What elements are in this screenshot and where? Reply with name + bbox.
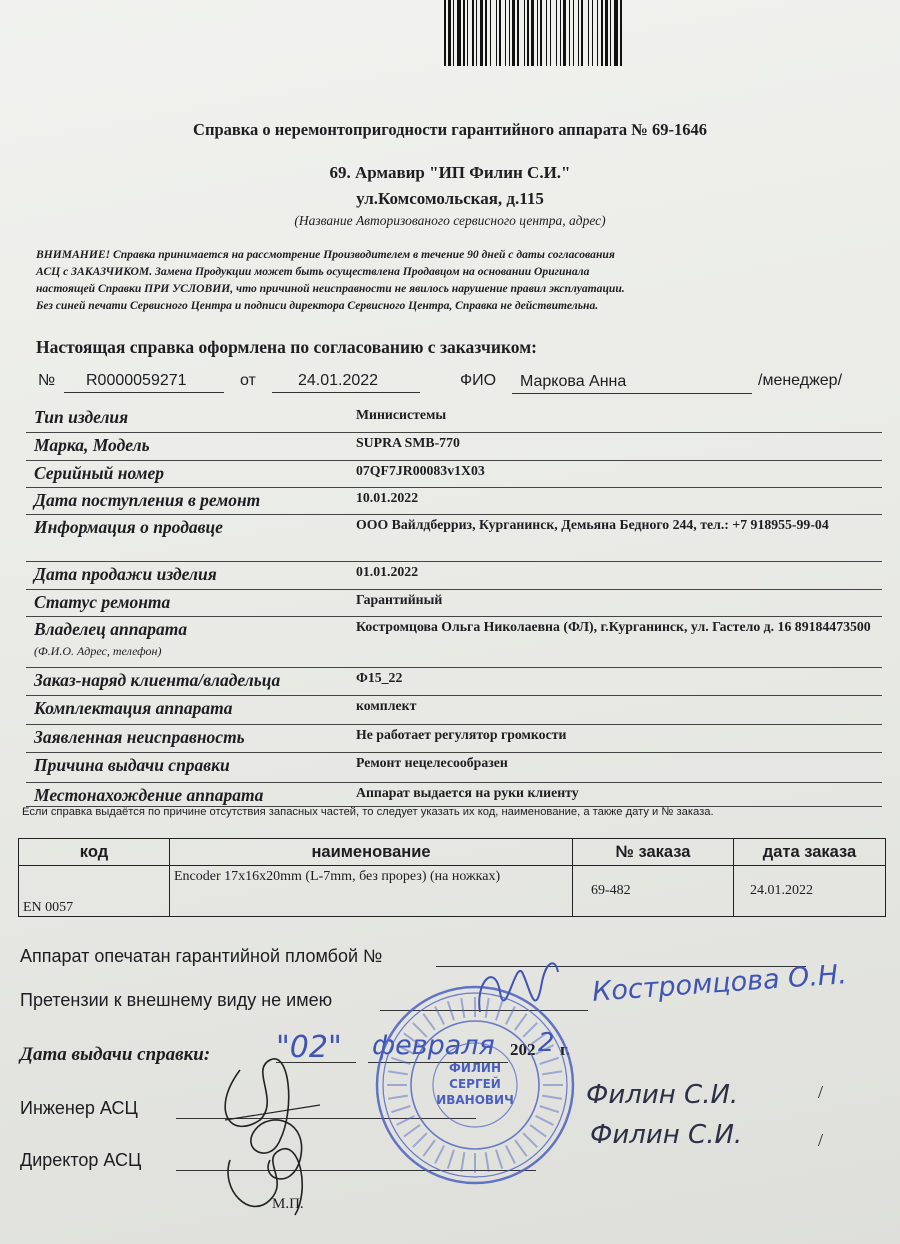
issue-date-year-hand: 2 — [538, 1028, 555, 1058]
parts-header-name: наименование — [170, 839, 573, 866]
barcode-bar — [550, 0, 551, 66]
field-row — [26, 561, 882, 590]
issue-date-suffix: г. — [560, 1040, 571, 1059]
agreement-fio: Маркова Анна — [520, 373, 627, 390]
stamp-ring-mark — [448, 1001, 454, 1020]
barcode-bar — [517, 0, 519, 66]
field-label: Статус ремонта — [34, 592, 171, 612]
field-label: Серийный номер — [34, 463, 165, 483]
field-label: Причина выдачи справки — [34, 755, 230, 775]
stamp-ring-mark — [435, 1146, 444, 1164]
field-value: 10.01.2022 — [356, 490, 419, 505]
parts-order-no: 69-482 — [573, 866, 734, 917]
barcode-bar — [527, 0, 529, 66]
barcode — [440, 0, 780, 66]
field-row — [26, 460, 882, 488]
field-row — [26, 782, 882, 807]
agreement-date: 24.01.2022 — [298, 372, 379, 389]
agreement-date-label: от — [240, 372, 256, 389]
field-label: Владелец аппарата — [34, 619, 188, 639]
field-row — [26, 432, 882, 461]
barcode-bar — [537, 0, 538, 66]
issue-date-month: февраля — [372, 1030, 495, 1061]
field-row — [26, 724, 882, 753]
stamp-ring-mark — [536, 1116, 554, 1125]
barcode-bar — [569, 0, 570, 66]
stamp-ring-mark — [397, 1045, 415, 1054]
parts-table — [18, 838, 886, 917]
field-label: Дата поступления в ремонт — [34, 490, 261, 510]
agreement-fio-label: ФИО — [460, 372, 497, 389]
barcode-bar — [610, 0, 611, 66]
warning-line-2: АСЦ с ЗАКАЗЧИКОМ. Замена Продукции может быть осуществлена Продавцом на основании Оригинала — [36, 265, 590, 278]
field-label: Тип изделия — [34, 407, 129, 427]
parts-header-order-date: дата заказа — [734, 839, 886, 866]
field-value: Гарантийный — [356, 592, 443, 607]
director-slash: / — [818, 1130, 824, 1150]
barcode-bar — [524, 0, 525, 66]
barcode-bar — [597, 0, 598, 66]
stamp-ring-mark — [506, 1146, 515, 1164]
stamp-ring-mark — [540, 1058, 559, 1064]
barcode-bar — [563, 0, 566, 66]
warning-line-3: настоящей Справки ПРИ УСЛОВИИ, что причиной неисправности не явилось нарушение правил эксплуатации. — [36, 282, 625, 295]
field-value: Ф15_22 — [356, 670, 403, 685]
service-center-name: 69. Армавир "ИП Филин С.И." — [329, 163, 571, 182]
service-center-address: ул.Комсомольская, д.115 — [356, 189, 544, 208]
agreement-number-label: № — [38, 372, 56, 389]
engineer-signature-scribble — [200, 1050, 340, 1230]
stamp-ring-mark — [413, 1023, 427, 1037]
parts-note: Если справка выдаётся по причине отсутствия запасных частей, то следует указать их код, наименование, а также дату и № заказа. — [22, 806, 714, 818]
barcode-bar — [531, 0, 534, 66]
barcode-bar — [573, 0, 574, 66]
field-row — [26, 616, 882, 668]
stamp-ring-mark — [523, 1133, 537, 1147]
barcode-bar — [476, 0, 477, 66]
field-row — [26, 667, 882, 696]
barcode-bar — [581, 0, 583, 66]
stamp-ring-mark — [540, 1106, 559, 1112]
barcode-bar — [448, 0, 451, 66]
barcode-bar — [592, 0, 593, 66]
field-value: Костромцова Ольга Николаевна (ФЛ), г.Курганинск, ул. Гастело д. 16 89184473500 — [356, 619, 871, 634]
stamp-ring-mark — [515, 1140, 527, 1156]
no-claims-label: Претензии к внешнему виду не имею — [20, 990, 333, 1010]
stamp-ring-mark — [404, 1125, 420, 1137]
barcode-bar — [556, 0, 557, 66]
stamp-ring-mark — [423, 1014, 435, 1030]
field-row — [26, 514, 882, 562]
field-label: Заказ-наряд клиента/владельца — [34, 670, 281, 690]
field-value: 01.01.2022 — [356, 564, 419, 579]
barcode-bar — [620, 0, 622, 66]
stamp-ring-mark — [448, 1150, 454, 1169]
field-value: ООО Вайлдберриз, Курганинск, Демьяна Бедного 244, тел.: +7 918955-99-04 — [356, 517, 829, 532]
field-row — [26, 487, 882, 515]
field-row — [26, 695, 882, 725]
field-value: Минисистемы — [356, 407, 447, 422]
barcode-bar — [540, 0, 542, 66]
table-row — [19, 866, 886, 917]
stamp-ring-mark — [391, 1106, 410, 1112]
stamp-ring-mark — [391, 1058, 410, 1064]
engineer-slash: / — [818, 1082, 824, 1102]
agreement-number: R0000059271 — [86, 372, 187, 389]
barcode-bar — [601, 0, 603, 66]
field-value: комплект — [356, 698, 417, 713]
barcode-bar — [480, 0, 483, 66]
client-signature-scribble — [460, 952, 570, 1042]
field-value: Ремонт нецелесообразен — [356, 755, 508, 770]
stamp-ring-mark — [530, 1125, 546, 1137]
field-row — [26, 404, 882, 433]
barcode-bar — [490, 0, 491, 66]
stamp-ring-mark — [542, 1096, 562, 1099]
stamp-ring-mark — [423, 1140, 435, 1156]
stamp-ring-mark — [542, 1071, 562, 1074]
agreement-heading: Настоящая справка оформлена по согласованию с заказчиком: — [36, 337, 537, 357]
issue-date-year: 202 — [510, 1040, 536, 1059]
barcode-bar — [496, 0, 497, 66]
stamp-ring-mark — [404, 1033, 420, 1045]
barcode-bar — [578, 0, 579, 66]
parts-header-code: код — [19, 839, 170, 866]
stamp-ring-mark — [435, 1007, 444, 1025]
stamp-ring-mark — [496, 1150, 502, 1169]
engineer-signature: Филин С.И. — [586, 1080, 739, 1110]
field-row — [26, 752, 882, 783]
barcode-bar — [463, 0, 465, 66]
service-center-caption: (Название Авторизованого сервисного центра, адрес) — [294, 213, 606, 228]
field-label: Местонахождение аппарата — [34, 785, 264, 805]
document-title: Справка о неремонтопригодности гарантийного аппарата № 69-1646 — [193, 120, 707, 139]
barcode-bar — [472, 0, 474, 66]
issue-date-day: "02" — [276, 1030, 342, 1065]
field-row — [26, 589, 882, 617]
barcode-bar — [499, 0, 501, 66]
barcode-bar — [485, 0, 487, 66]
stamp-line-1: ФИЛИН — [449, 1061, 501, 1075]
parts-name: Encoder 17x16x20mm (L-7mm, без прорез) (на ножках) — [170, 866, 573, 917]
stamp-ring-mark — [388, 1071, 408, 1074]
stamp-ring-mark — [486, 1152, 489, 1172]
stamp-ring-mark — [536, 1045, 554, 1054]
field-value: Аппарат выдается на руки клиенту — [356, 785, 579, 800]
stamp-ring-mark — [397, 1116, 415, 1125]
parts-header-order-no: № заказа — [573, 839, 734, 866]
stamp-place: М.П. — [272, 1196, 304, 1212]
engineer-label: Инженер АСЦ — [20, 1098, 138, 1118]
barcode-bar — [588, 0, 589, 66]
barcode-bar — [457, 0, 461, 66]
barcode-bar — [505, 0, 506, 66]
barcode-bar — [546, 0, 547, 66]
director-signature: Филин С.И. — [590, 1120, 743, 1150]
seal-line-label: Аппарат опечатан гарантийной пломбой № — [20, 946, 383, 966]
field-label: Информация о продавце — [34, 517, 223, 537]
agreement-role: /менеджер/ — [758, 372, 843, 389]
barcode-bar — [467, 0, 468, 66]
field-label: Комплектация аппарата — [34, 698, 233, 718]
field-value: Не работает регулятор громкости — [356, 727, 567, 742]
parts-order-date: 24.01.2022 — [734, 866, 886, 917]
field-value: SUPRA SMB-770 — [356, 435, 460, 450]
barcode-bar — [512, 0, 515, 66]
field-label: Марка, Модель — [34, 435, 150, 455]
stamp-ring-mark — [461, 1152, 464, 1172]
field-label: Дата продажи изделия — [34, 564, 217, 584]
stamp-ring-mark — [413, 1133, 427, 1147]
warning-line-1: ВНИМАНИЕ! Справка принимается на рассмотрение Производителем в течение 90 дней с даты согласования — [36, 248, 615, 261]
issue-date-label: Дата выдачи справки: — [20, 1044, 211, 1065]
client-signature: Костромцова О.Н. — [591, 959, 848, 1008]
stamp-ring-mark — [388, 1096, 408, 1099]
field-label: Заявленная неисправность — [34, 727, 245, 747]
field-sublabel: (Ф.И.О. Адрес, телефон) — [34, 644, 162, 658]
director-label: Директор АСЦ — [20, 1150, 142, 1170]
stamp-line-3: ИВАНОВИЧ — [436, 1093, 514, 1107]
barcode-bar — [444, 0, 446, 66]
warning-line-4: Без синей печати Сервисного Центра и подписи директора Сервисного Центра, Справка не действительна. — [36, 299, 599, 312]
parts-code: EN 0057 — [19, 866, 170, 917]
barcode-bar — [605, 0, 608, 66]
field-value: 07QF7JR00083v1X03 — [356, 463, 485, 478]
stamp-line-2: СЕРГЕЙ — [449, 1077, 501, 1091]
barcode-bar — [560, 0, 561, 66]
barcode-bar — [453, 0, 454, 66]
barcode-bar — [614, 0, 618, 66]
barcode-bar — [509, 0, 510, 66]
